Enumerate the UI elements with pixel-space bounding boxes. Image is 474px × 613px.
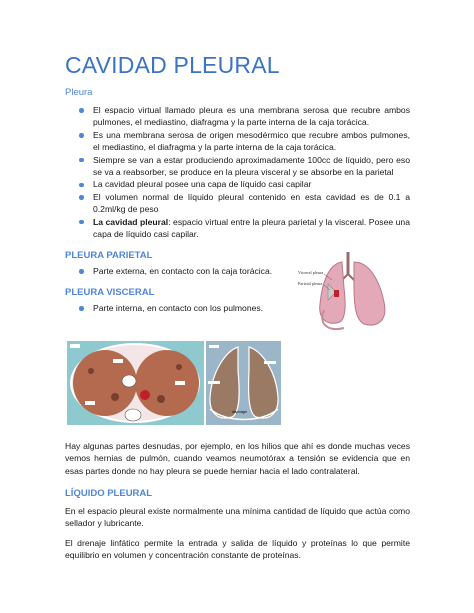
list-item: Siempre se van a estar produciendo aproximadamente 100cc de líquido, pero eso se va a reabsorber, se produce en la pleura visceral y se absorbe en la parietal [65, 154, 410, 179]
visceral-bullet-list [65, 302, 290, 314]
bold-term: La cavidad pleural [93, 216, 169, 227]
section-heading-pleura: Pleura [65, 87, 93, 98]
list-item: Es una membrana serosa de origen mesodérmico que recubre ambos pulmones, el mediastino, el diafragma y la parte interna de la caja torácica. [65, 129, 410, 154]
hernia-paragraph: Hay algunas partes desnudas, por ejemplo, en los hilios que ahí es donde muchas veces vemos hernias de pulmón, cuando veamos neumotórax a tensión se evidencia que en esas partes donde no hay pleura se puede herniar hacia el lado contralateral. [65, 441, 410, 476]
section-heading-pleura-parietal: PLEURA PARIETAL [65, 250, 153, 261]
lung-pleura-illustration [298, 244, 410, 332]
list-item: El volumen normal de líquido pleural contenido en esta cavidad es de 0.1 a 0.2ml/kg de peso [65, 191, 410, 216]
parietal-pleura-label: Parietal pleura [298, 281, 323, 286]
liquido-paragraph-2: El drenaje linfático permite la entrada y salida de líquido y proteínas lo que permite equilibrio en volumen y concentración constante de proteínas. [65, 538, 410, 561]
pleura-bullet-list [65, 104, 410, 240]
list-item [65, 216, 410, 241]
list-item-text: : espacio virtual entre la pleura parietal y la visceral. Posee una capa de líquido casi capilar. [93, 216, 410, 240]
thorax-cross-section-image [67, 341, 204, 425]
list-item: El espacio virtual llamado pleura es una membrana serosa que recubre ambos pulmones, el mediastino, diafragma y la parte interna de la caja torácica. [65, 104, 410, 129]
visceral-pleura-label: Visceral pleura [298, 270, 324, 275]
list-item: La cavidad pleural posee una capa de líquido casi capilar [65, 178, 410, 190]
section-heading-pleura-visceral: PLEURA VISCERAL [65, 287, 155, 298]
liquido-paragraph-1: En el espacio pleural existe normalmente una mínima cantidad de líquido que actúa como sellador y lubricante. [65, 506, 410, 529]
list-item: Parte externa, en contacto con la caja torácica. [65, 265, 290, 277]
parietal-bullet-list [65, 265, 290, 277]
list-item: Parte interna, en contacto con los pulmones. [65, 302, 290, 314]
section-heading-liquido-pleural: LÍQUIDO PLEURAL [65, 488, 153, 499]
diaphragm-label: diaphragm [232, 410, 248, 414]
lung-xray-image [206, 341, 281, 425]
page-title: CAVIDAD PLEURAL [65, 52, 280, 78]
